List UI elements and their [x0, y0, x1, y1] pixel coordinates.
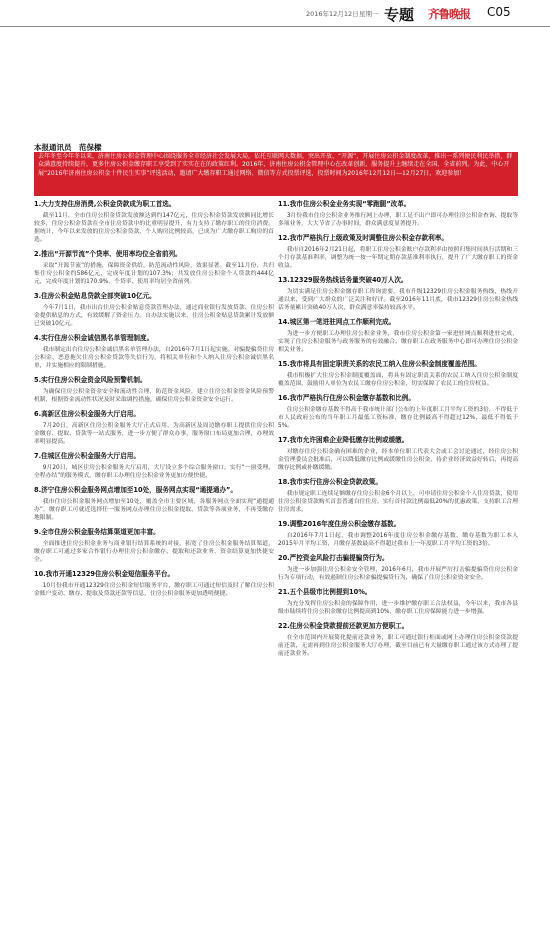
- item-heading: 10.我市开通12329住房公积金短信服务平台。: [34, 570, 175, 578]
- item-heading: 15.我市将具有固定职责关系的农民工纳入住房公积金制度覆盖范围。: [278, 360, 481, 368]
- newspaper-logo: 齐鲁晚报: [428, 7, 470, 21]
- item-body: 为进一步加强住房公积金安全管理，2016年6月，我市开展严厉打击骗提骗贷住房公积金行为专项行动，有效遏制住房公积金骗提骗贷行为，确保了住房公积金资金安全。: [278, 567, 518, 581]
- article-item: [278, 588, 518, 616]
- article-item: [34, 200, 274, 244]
- item-body: 采取“开源节流”的措施，保障资金供给，防范流动性风险，效果显著。截至11月份，共归集住房公积金约586亿元，完成年度计划的107.3%；共发放住房公积金个人贷款约444亿元，完成年度计划的170.9%，个贷率、使用率均居全省前列。: [34, 263, 274, 285]
- article-item: [278, 394, 518, 430]
- article-item: [278, 478, 518, 514]
- page-header: [0, 0, 550, 34]
- item-heading: 5.实行住房公积金资金风险预警机制。: [34, 376, 147, 384]
- item-heading: 8.济宁住房公积金服务网点增加至10处，服务网点实现“通提通办”。: [34, 486, 237, 494]
- issue-date: 2016年12月12日: [306, 10, 359, 18]
- item-body: 我市积极扩大住房公积金制度覆盖面，将具有固定职责关系的农民工纳入住房公积金制度覆盖范围，鼓励用人单位为农民工缴存住房公积金，切实保障了农民工的住房权益。: [278, 373, 518, 387]
- article-item: [278, 234, 518, 270]
- item-body: 我市自2016年2月21日起，将职工住房公积金账户存款利率由按照归集时间执行活期和三个月存款基准利率，调整为统一按一年期定期存款基准利率执行，提升了广大缴存职工的资金收益。: [278, 247, 518, 269]
- item-heading: 16.我市严格执行住房公积金缴存基数和比例。: [278, 394, 415, 402]
- article-item: [278, 200, 518, 228]
- page-number: C05: [487, 5, 511, 19]
- item-body: 为充分发挥住房公积金的保障作用，进一步维护缴存职工合法权益，今年以来，我市各县级市陆续将住房公积金缴存比例提高到10%，缴存职工住房保障能力进一步增强。: [278, 601, 518, 615]
- item-heading: 9.全市住房公积金服务结算渠道更加丰富。: [34, 528, 160, 536]
- item-body: 自2016年7月1日起，我市调整2016年度住房公积金缴存基数，缴存基数为职工本人2015年月平均工资，月缴存基数最高不得超过我市上一年度职工月平均工资的3倍。: [278, 533, 518, 547]
- item-body: 我市住房公积金服务网点增加至10处，覆盖全市主要区域，各服务网点全面实现“通提通办”，缴存职工可就近选择任一服务网点办理住房公积金提取、贷款等各项业务，不再受缴存地限制。: [34, 499, 274, 521]
- section-title: 专题: [384, 6, 415, 24]
- article-item: [278, 360, 518, 388]
- item-body: 今年7月1日，我市出台住房公积金贴息贷款管理办法，通过商业银行发放贷款、住房公积金提供贴息的方式，有效缓解了资金压力。自办法实施以来，住房公积金贴息贷款累计发放额已突破10亿元。: [34, 305, 274, 327]
- article-item: [34, 376, 274, 404]
- article-item: [34, 486, 274, 522]
- article-item: [278, 276, 518, 312]
- item-heading: 1.大力支持住房消费,公积金贷款成为职工首选。: [34, 200, 176, 208]
- item-heading: 6.高新区住房公积金服务大厅启用。: [34, 410, 140, 418]
- item-heading: 12.我市严格执行上级政策及时调整住房公积金存款利率。: [278, 234, 448, 242]
- item-body: 7月20日，高新区住房公积金服务大厅正式启用，为高新区及周边缴存职工提供住房公积金缴存、提取、贷款等一站式服务，进一步方便了群众办事，服务窗口布局更加合理，办理效率明显提高。: [34, 423, 274, 445]
- item-body: 3月份我市住房公积金业务推行网上办理，职工足不出户即可办理住房公积金查询、提取等多项业务，大大节省了办事时间，群众满意度显著提升。: [278, 213, 518, 227]
- item-heading: 17.我市允许困难企业降低缴存比例或缓缴。: [278, 436, 409, 444]
- item-heading: 19.调整2016年度住房公积金缴存基数。: [278, 520, 401, 528]
- article-item: [278, 622, 518, 658]
- article-item: [278, 554, 518, 582]
- item-heading: 22.住房公积金贷款提前还款更加方便职工。: [278, 622, 409, 630]
- header-divider: [0, 26, 550, 27]
- article-item: [34, 410, 274, 446]
- article-item: [34, 570, 274, 598]
- article-column-right: [278, 200, 518, 930]
- article-item: [278, 520, 518, 548]
- item-body: 10月份我市开通12329住房公积金短信服务平台，缴存职工可通过短信及时了解住房公积金账户变动、缴存、提取及贷款还款等信息，住房公积金服务更加透明便捷。: [34, 583, 274, 597]
- intro-box: 去年冬至今年冬以来，济南住房公积金管理中心围绕服务全市经济社会发展大局，依托互联网大数据，突出开放、“开源”，开展住房公积金制度改革，推出一系列便民利民举措，群众满意度持续提升，更多住房公积金缴存职工享受到了实实在在的政策红利。2016年，济南住房公积金管理中心在改革创新、服务提升上继续走在全国、全省前列。为此，中心开展“2016年济南住房公积金十件民生实事”评选活动，邀请广大缴存职工通过网络、微信等方式投票评选，投票时间为2016年12月12日—12月27日，欢迎参加！: [34, 152, 518, 196]
- item-heading: 11.我市住房公积金业务实现“零跑腿”改革。: [278, 200, 411, 208]
- item-body: 住房公积金缴存基数不得高于我市统计部门公布的上年度职工月平均工资的3倍，不得低于市人民政府公布的当年职工月最低工资标准，缴存比例最高不得超过12%，最低不得低于5%。: [278, 407, 518, 429]
- item-body: 全面推进住房公积金业务与商业银行结算系统的对接，拓宽了住房公积金服务结算渠道，缴存职工可通过多家合作银行办理住房公积金缴存、提取和还款业务，资金结算更加快捷安全。: [34, 541, 274, 563]
- item-heading: 13.12329服务热线话务量突破40万人次。: [278, 276, 408, 284]
- item-body: 我市制定出台住房公积金诚信黑名单管理办法，自2016年7月1日起实施。对骗提骗贷住房公积金、恶意拖欠住房公积金贷款等失信行为，将相关单位和个人纳入住房公积金诚信黑名单，并实施相应的限制措施。: [34, 347, 274, 369]
- item-body: 对缴存住房公积金确有困难的企业，经本单位职工代表大会或工会讨论通过，经住房公积金管理委员会批准后，可以降低缴存比例或缓缴住房公积金，待企业经济效益好转后，再提高缴存比例或补缴缓缴。: [278, 449, 518, 471]
- article-column-left: [34, 200, 274, 930]
- article-item: [34, 250, 274, 286]
- article-item: [34, 452, 274, 480]
- item-body: 截至11月，全市住房公积金贷款发放额达到约147亿元，住房公积金贷款发放额同比增长较多，住房公积金贷款在全市住房贷款中的比重明显提升，有力支持了缴存职工的住房消费。据统计，今年以来发放的住房公积金贷款，个人购房比例较高，已成为广大缴存职工购房的首选。: [34, 213, 274, 243]
- item-body: 为进一步方便职工办理住房公积金业务，我市住房公积金第一家进驻网点顺利进驻完成，实现了住房公积金服务与政务服务的有效融合，缴存职工在政务服务中心即可办理住房公积金相关业务。: [278, 331, 518, 353]
- item-heading: 18.我市实行住房公积金贷款政策。: [278, 478, 382, 486]
- item-heading: 20.严控资金风险打击骗提骗贷行为。: [278, 554, 389, 562]
- item-body: 为切实满足住房公积金缴存职工咨询需要，我市升级12329住房公积金服务热线，热线开通以来，受到广大群众的广泛关注和好评。截至2016年11月底，我市12329住房公积金热线话务量累计突破40万人次，群众满意率保持较高水平。: [278, 289, 518, 311]
- item-heading: 3.住房公积金贴息贷款全部突破10亿元。: [34, 292, 156, 300]
- article-item: [34, 528, 274, 564]
- item-heading: 2.推出“开源节流”个贷率、使用率均位全省前列。: [34, 250, 182, 258]
- item-heading: 14.城区第一笔进驻网点工作顺利完成。: [278, 318, 396, 326]
- item-body: 在全市范围内开展简化提前还款业务，职工可通过银行柜面或网上办理住房公积金贷款提前还款，无需再到住房公积金服务大厅办理，截至目前已有大量缴存职工通过该方式办理了提前还款业务。: [278, 635, 518, 657]
- item-heading: 7.住城区住房公积金服务大厅启用。: [34, 452, 140, 460]
- article-item: [34, 334, 274, 370]
- article-item: [278, 436, 518, 472]
- item-heading: 21.五个县级市比例提到10%。: [278, 588, 372, 596]
- byline: 本报通讯员 范保樑: [34, 143, 102, 152]
- item-body: 我市规定职工连续足额缴存住房公积金6个月以上，可申请住房公积金个人住房贷款，使用住房公积金贷款购买首套普通自住住房，实行首付款比例最低20%的优惠政策，支持职工合理住房需求。: [278, 491, 518, 513]
- article-item: [278, 318, 518, 354]
- item-heading: 4.实行住房公积金诚信黑名单管理制度。: [34, 334, 154, 342]
- item-body: 为确保住房公积金资金安全和流动性合理，防范资金风险，建立住房公积金资金风险预警机制，根据资金流动性状况及时采取调控措施，确保住房公积金资金安全运行。: [34, 389, 274, 403]
- article-item: [34, 292, 274, 328]
- issue-weekday: 星期一: [359, 10, 379, 18]
- item-body: 9月20日，城区住房公积金服务大厅启用，大厅设立多个综合服务窗口，实行“一窗受理、全程办结”的服务模式，缴存职工办理住房公积金业务更加方便快捷。: [34, 465, 274, 479]
